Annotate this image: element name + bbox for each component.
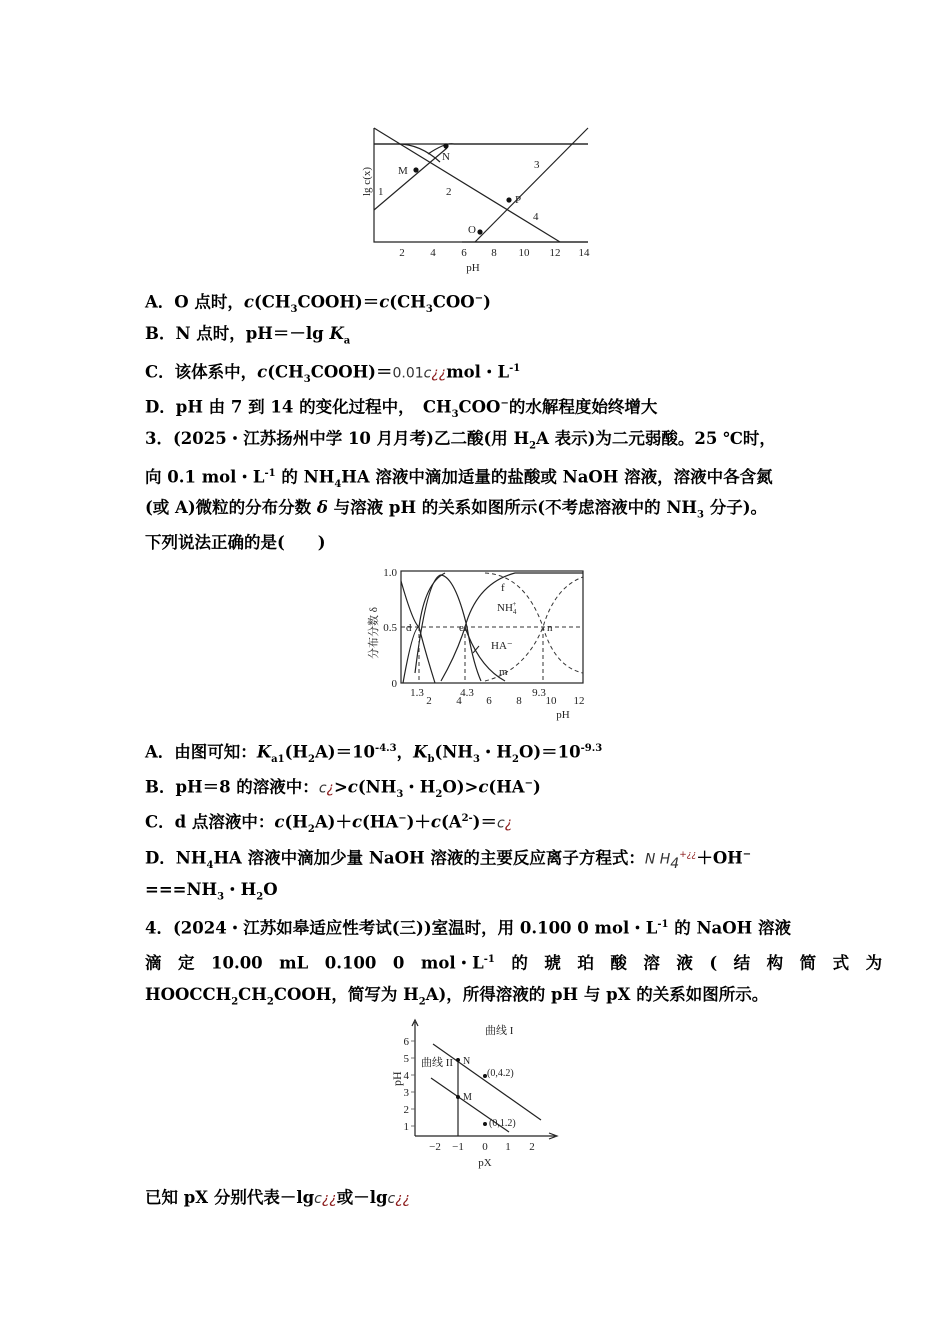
- q4-stem-line1: 4．(2024・江苏如皋适应性考试(三))室温时，用 0.100 0 mol・$L^{-1}$ 的 NaOH 溶液: [145, 918, 791, 938]
- x-tick: 8: [516, 695, 522, 707]
- point-O: [477, 229, 482, 234]
- point-0-1.2-label: (0,1.2): [489, 1118, 516, 1129]
- q3-stem-line4: 下列说法正确的是( ): [145, 533, 326, 552]
- y-axis-label: lg c(x): [361, 166, 373, 196]
- curve-2-label: 曲线 II: [421, 1057, 454, 1069]
- point-0-1.2: [483, 1122, 487, 1126]
- q2-option-b: B．N 点时，pH＝－lg $K_a$: [145, 324, 351, 347]
- point-d-label: d: [406, 622, 412, 634]
- y-tick: 1.0: [383, 567, 397, 579]
- x-tick: 12: [573, 695, 585, 707]
- ha-label: HA⁻: [491, 640, 513, 652]
- curve-2-label: 2: [446, 186, 452, 198]
- x-tick: −2: [429, 1141, 441, 1153]
- x-tick: −1: [452, 1141, 464, 1153]
- curve-f-label: f: [501, 582, 505, 594]
- q3-option-d-cont: $===NH_3$・$H_2O$: [145, 880, 278, 903]
- x-tick: 10: [518, 247, 530, 259]
- point-n-label: n: [547, 622, 553, 634]
- figure-ph-px: [385, 1018, 570, 1173]
- label-M: M: [398, 165, 408, 177]
- q3-option-c: C．d 点溶液中：$c(H_2A)+c(HA^-)+c(A^{2-})=c¿$: [145, 812, 513, 835]
- y-tick: 2: [403, 1104, 409, 1116]
- x-tick: 2: [426, 695, 432, 707]
- curve-1-label: 曲线 I: [485, 1025, 514, 1037]
- x-axis-label: pX: [478, 1157, 492, 1169]
- point-P: [506, 197, 511, 202]
- q4-stem-line3: $HOOCCH_2CH_2COOH$，简写为 $H_2A$)，所得溶液的 pH 与 pX 的关系如图所示。: [145, 985, 769, 1008]
- x-mark-1.3: 1.3: [410, 687, 424, 699]
- label-O: O: [468, 224, 476, 236]
- curve-1-label: 1: [378, 186, 384, 198]
- q2-option-c: C．该体系中，$c(CH_3COOH)=0.01c¿¿mol$・$L^{-1}$: [145, 362, 521, 385]
- x-tick: 4: [456, 695, 462, 707]
- label-M: M: [463, 1092, 472, 1103]
- q2-option-d: D．pH 由 7 到 14 的变化过程中， $CH_3COO^-$的水解程度始终增大: [145, 397, 658, 420]
- x-tick: 4: [430, 247, 436, 259]
- y-tick: 0: [391, 678, 397, 690]
- y-tick: 0.5: [383, 622, 397, 634]
- y-tick: 1: [403, 1121, 409, 1133]
- point-0-4.2-label: (0,4.2): [487, 1068, 514, 1079]
- label-P: P: [515, 194, 522, 206]
- figure-lgc-ph: [350, 120, 610, 275]
- q4-stem-line2: 滴 定 10.00 mL 0.100 0 mol・$L^{-1}$ 的 琥 珀 酸 溶 液 ( 结 构 简 式 为: [145, 953, 883, 973]
- y-axis-label: pH: [390, 1071, 404, 1086]
- label-N: N: [442, 151, 450, 163]
- x-tick: 12: [549, 247, 561, 259]
- y-tick: 6: [403, 1036, 409, 1048]
- x-tick: 14: [578, 247, 590, 259]
- nh4-label: $NH_4+$: [497, 600, 517, 616]
- point-e-label: e: [459, 622, 464, 634]
- y-axis-label: 分布分数 δ: [368, 607, 380, 659]
- q3-stem-line1: 3．(2025・江苏扬州中学 10 月月考)乙二酸(用 $H_2A$ 表示)为二元弱酸。25 ℃时，: [145, 429, 776, 452]
- x-mark-4.3: 4.3: [460, 687, 474, 699]
- point-N: [456, 1058, 460, 1062]
- x-tick: 0: [482, 1141, 488, 1153]
- x-mark-9.3: 9.3: [532, 687, 546, 699]
- y-tick: 3: [403, 1087, 409, 1099]
- point-M: [413, 167, 418, 172]
- curve-3-label: 3: [534, 159, 540, 171]
- q3-stem-line3: (或 A)微粒的分布分数 δ 与溶液 pH 的关系如图所示(不考虑溶液中的 $NH_3$ 分子)。: [145, 498, 768, 521]
- q2-option-a: A．O 点时，$c(CH_3COOH)=c(CH_3COO^-)$: [145, 292, 491, 315]
- x-tick: 10: [545, 695, 557, 707]
- x-tick: 2: [529, 1141, 535, 1153]
- x-tick: 2: [399, 247, 405, 259]
- q3-option-d: D．$NH_4HA$ 溶液中滴加少量 NaOH 溶液的主要反应离子方程式：N $H_4^{+¿¿}+OH^-$: [145, 848, 752, 872]
- q3-stem-line2: 向 0.1 mol・$L^{-1}$ 的 $NH_4HA$ 溶液中滴加适量的盐酸或 NaOH 溶液，溶液中各含氮: [145, 467, 773, 490]
- point-M: [456, 1095, 460, 1099]
- curve-m-label: m: [499, 666, 508, 678]
- x-tick: 1: [505, 1141, 511, 1153]
- label-N: N: [463, 1056, 471, 1067]
- x-tick: 6: [461, 247, 467, 259]
- x-tick: 6: [486, 695, 492, 707]
- curve-4-label: 4: [533, 211, 539, 223]
- q3-option-a: A．由图可知：$K_{a1}(H_2A)=10^{-4.3}$，$K_b(NH_3$・$H_2O)=10^{-9.3}$: [145, 742, 603, 765]
- x-tick: 8: [491, 247, 497, 259]
- point-N: [443, 143, 448, 148]
- y-tick: 5: [403, 1053, 409, 1065]
- y-tick: 4: [403, 1070, 409, 1082]
- x-axis-label: pH: [556, 709, 570, 721]
- figure-distribution-fraction: [355, 563, 595, 725]
- known-condition-line: 已知 pX 分别代表－lgc¿¿或－lgc¿¿: [145, 1188, 411, 1207]
- x-axis-label: pH: [466, 262, 480, 274]
- q3-option-b: B．pH＝8 的溶液中：$c¿>c(NH_3$・$H_2O)>c(HA^-)$: [145, 777, 541, 800]
